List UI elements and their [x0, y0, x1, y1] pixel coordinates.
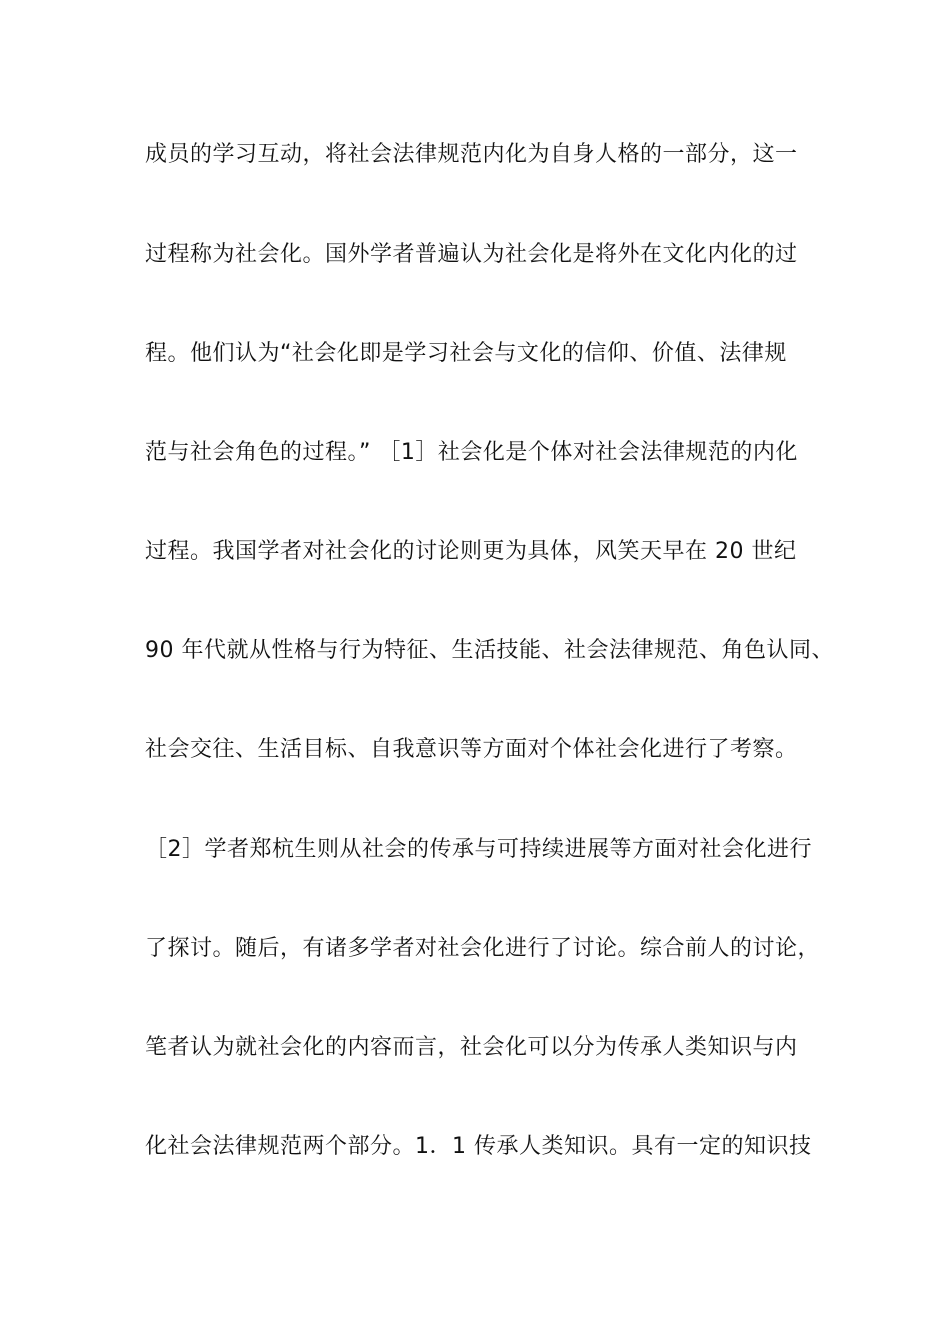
paragraph-line-1: 成员的学习互动，将社会法律规范内化为自身人格的一部分，这一 [145, 142, 798, 167]
paragraph-line-9: 了探讨。随后，有诸多学者对社会化进行了讨论。综合前人的讨论， [145, 936, 821, 961]
paragraph-line-10: 笔者认为就社会化的内容而言，社会化可以分为传承人类知识与内 [145, 1035, 798, 1060]
paragraph-line-3: 程。他们认为“社会化即是学习社会与文化的信仰、价值、法律规 [145, 341, 787, 366]
paragraph-line-8: ［2］学者郑杭生则从社会的传承与可持续进展等方面对社会化进行 [145, 837, 812, 862]
paragraph-line-11: 化社会法律规范两个部分。1．1 传承人类知识。具有一定的知识技 [145, 1134, 812, 1159]
paragraph-line-2: 过程称为社会化。国外学者普遍认为社会化是将外在文化内化的过 [145, 242, 798, 267]
paragraph-line-4: 范与社会角色的过程。” ［1］社会化是个体对社会法律规范的内化 [145, 440, 798, 465]
paragraph-line-7: 社会交往、生活目标、自我意识等方面对个体社会化进行了考察。 [145, 737, 798, 762]
paragraph-line-6: 90 年代就从性格与行为特征、生活技能、社会法律规范、角色认同、 [145, 638, 834, 663]
paragraph-line-5: 过程。我国学者对社会化的讨论则更为具体，风笑天早在 20 世纪 [145, 539, 797, 564]
